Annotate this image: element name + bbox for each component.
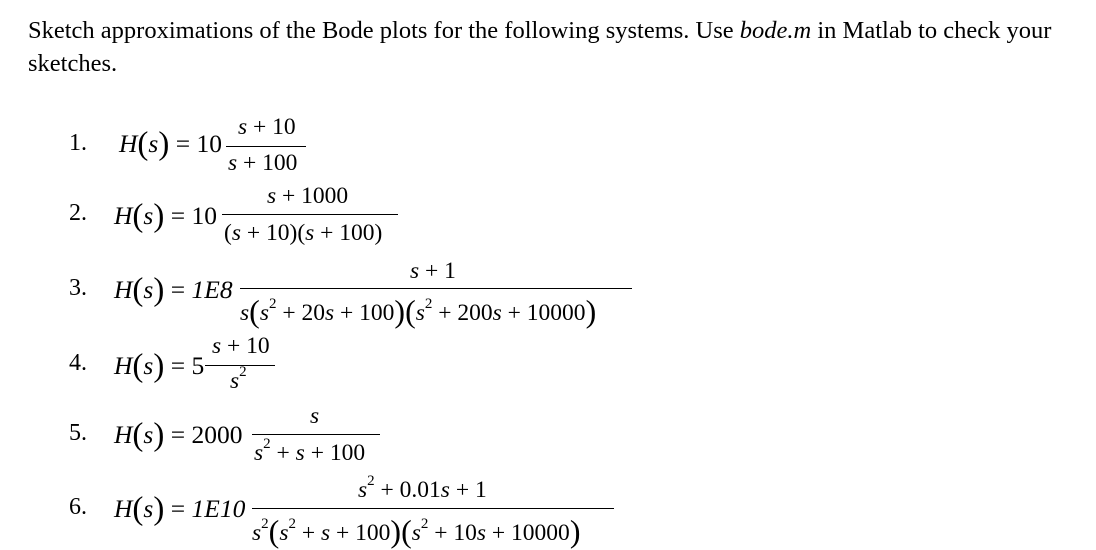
equation-lhs: H(s) = 1E8	[114, 272, 233, 308]
item-number: 2.	[69, 200, 87, 226]
equation-lhs: H(s) = 2000	[114, 417, 243, 453]
denominator: $s^2(s^2 + s + 100)(s^2 + 10s + 10000)$	[252, 513, 581, 549]
numerator: s	[310, 403, 320, 429]
item-number: 6.	[69, 494, 87, 520]
denominator: $s^2 + s + 100$	[254, 436, 366, 466]
gain: 1E10	[191, 494, 246, 523]
equation-lhs: H(s) = 5	[114, 348, 205, 384]
numerator: $s^2 + 0.01s + 1$	[358, 473, 487, 503]
numerator: s + 1000	[267, 183, 349, 209]
denominator: s + 100	[228, 150, 298, 176]
denominator: (s + 10)(s + 100)	[224, 220, 383, 246]
intro-emph: bode.m	[739, 17, 812, 44]
numerator: s + 10	[212, 333, 270, 359]
gain: 5	[191, 351, 205, 380]
gain: 2000	[191, 420, 243, 449]
gain: 10	[191, 201, 217, 230]
denominator: $s^2$	[230, 364, 247, 394]
gain: 1E8	[191, 275, 233, 304]
equation-lhs: H(s) = 10	[114, 198, 217, 234]
item-number: 5.	[69, 420, 87, 446]
equation-lhs: H(s) = 1E10	[114, 491, 246, 527]
fraction-bar	[252, 508, 614, 509]
item-number: 3.	[69, 275, 87, 301]
denominator: $s(s^2 + 20s + 100)(s^2 + 200s + 10000)$	[240, 293, 597, 329]
equation-lhs: H(s) = 10	[119, 126, 222, 162]
item-number: 4.	[69, 350, 87, 376]
numerator: s + 10	[238, 114, 296, 140]
intro-text-after: in Matlab to check your sketches.	[28, 17, 1052, 77]
fraction-bar	[226, 146, 306, 147]
item-number: 1.	[69, 130, 87, 156]
numerator: s + 1	[410, 258, 456, 284]
fraction-bar	[222, 214, 398, 215]
problem-statement	[28, 14, 1068, 80]
gain: 10	[196, 129, 222, 158]
intro-text-before: Sketch approximations of the Bode plots for the following systems. Use	[28, 17, 740, 44]
fraction-bar	[240, 288, 632, 289]
fraction-bar	[252, 434, 380, 435]
